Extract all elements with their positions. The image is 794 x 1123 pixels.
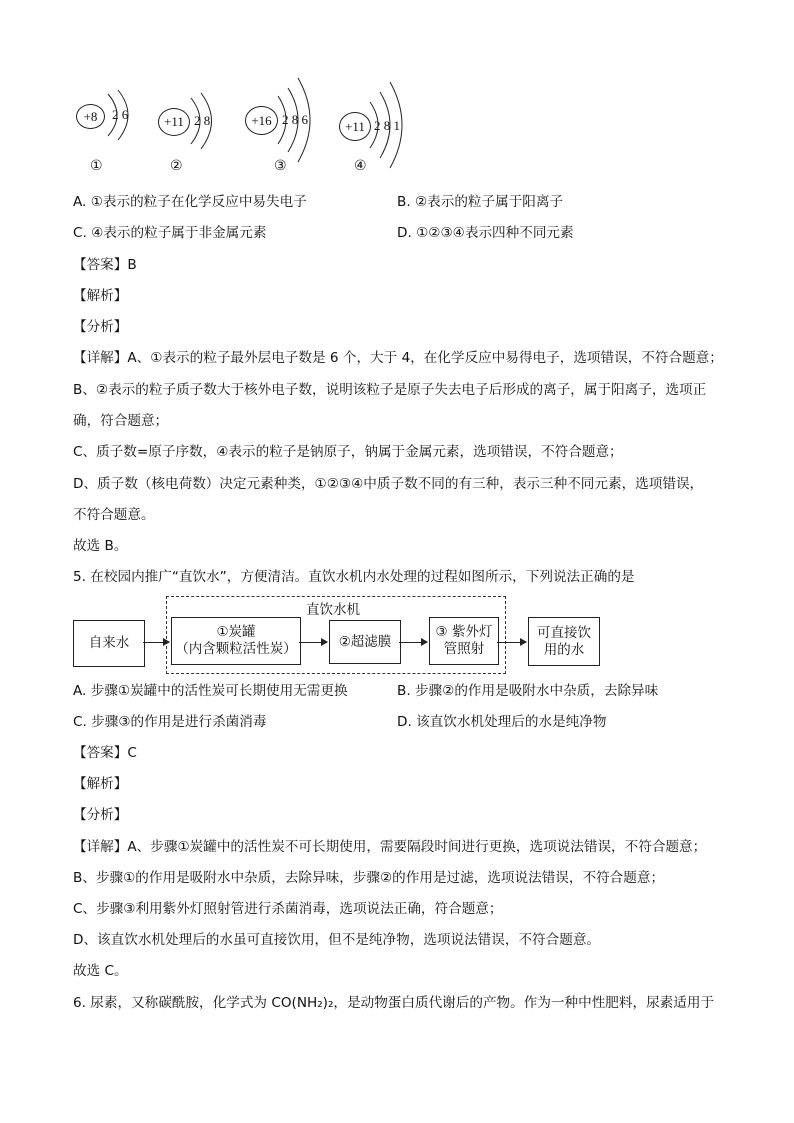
q5-option-c: C. 步骤③的作用是进行杀菌消毒 [73,714,267,730]
uv-lamp-box [429,617,499,665]
electron-shells-1: 2 6 [112,107,129,122]
uv-lamp-sublabel: 管照射 [443,641,485,657]
atom-label-2: ② [170,158,183,174]
electron-shells-4: 2 8 1 [374,118,400,133]
atom-diagram-4 [338,78,418,174]
q4-option-a: A. ①表示的粒子在化学反应中易失电子 [73,194,307,210]
electron-shell-arcs-4 [338,78,418,170]
q4-option-b: B. ②表示的粒子属于阳离子 [397,194,564,210]
q4-answer: 【答案】B [73,257,137,273]
atom-diagram-3 [244,74,324,174]
q5-detail-line: B、步骤①的作用是吸附水中杂质，去除异味，步骤②的作用是过滤，选项说法错误，不符合题意； [73,870,665,886]
atom-label-4: ④ [354,158,367,174]
nucleus-1: +8 [76,104,105,129]
q5-option-a: A. 步骤①炭罐中的活性炭可长期使用无需更换 [73,683,348,699]
machine-label: 直饮水机 [306,598,360,618]
ultrafiltration-box [329,620,401,664]
flow-arrow-3 [399,642,427,643]
electron-shells-2: 2 8 [194,113,211,128]
ultrafiltration-label: ②超滤膜 [338,633,392,650]
flow-arrow-2 [299,642,327,643]
q5-stem: 5. 在校园内推广“直饮水”，方便清洁。直饮水机内水处理的过程如图所示，下列说法正确的是 [73,569,635,585]
flow-arrow-1 [143,642,169,643]
uv-lamp-label: ③ 紫外灯 [435,624,493,640]
carbon-tank-label: ①炭罐 [216,624,256,640]
drinkable-water-sublabel: 用的水 [543,641,585,658]
q5-option-d: D. 该直饮水机处理后的水是纯净物 [397,714,607,730]
q4-detail-line: 不符合题意。 [73,507,155,523]
nucleus-4: +11 [339,112,371,141]
q5-fenxi-heading: 【分析】 [73,807,128,823]
q5-option-b: B. 步骤②的作用是吸附水中杂质，去除异味 [397,683,659,699]
carbon-tank-box [171,617,301,665]
electron-shell-arcs-1 [74,88,144,148]
q5-detail-line: C、步骤③利用紫外灯照射管进行杀菌消毒，选项说法正确，符合题意； [73,901,503,917]
atom-diagram-2 [156,90,226,174]
q4-detail-line: 确，符合题意； [73,413,169,429]
drinkable-water-label: 可直接饮 [537,624,591,641]
q5-analysis-heading: 【解析】 [73,776,128,792]
q5-conclusion: 故选 C。 [73,963,128,979]
atom-label-3: ③ [274,158,287,174]
electron-shell-arcs-2 [156,90,226,154]
q5-detail-line: D、该直饮水机处理后的水虽可直接饮用，但不是纯净物，选项说法错误，不符合题意。 [73,932,601,948]
nucleus-3: +16 [245,106,278,135]
q4-detail-line: 【详解】A、①表示的粒子最外层电子数是 6 个，大于 4，在化学反应中易得电子，选项错误，不符合题意； [73,350,723,366]
q4-conclusion: 故选 B。 [73,538,128,554]
q4-fenxi-heading: 【分析】 [73,319,128,335]
flow-arrow-4 [497,642,526,643]
q4-option-c: C. ④表示的粒子属于非金属元素 [73,225,267,241]
q4-detail-line: B、②表示的粒子质子数大于核外电子数，说明该粒子是原子失去电子后形成的离子，属于阳离子，选项正 [73,382,707,398]
q5-answer: 【答案】C [73,745,137,761]
q5-detail-line: 【详解】A、步骤①炭罐中的活性炭不可长期使用，需要隔段时间进行更换，选项说法错误，不符合题意； [73,839,707,855]
q4-option-d: D. ①②③④表示四种不同元素 [397,225,574,241]
drinkable-water-box [528,617,600,666]
q4-detail-line: C、质子数=原子序数，④表示的粒子是钠原子，钠属于金属元素，选项错误，不符合题意； [73,444,623,460]
nucleus-2: +11 [158,108,190,136]
atom-label-1: ① [90,158,103,174]
q6-stem: 6. 尿素，又称碳酰胺，化学式为 CO(NH₂)₂，是动物蛋白质代谢后的产物。作为一种中性肥料，尿素适用于 [73,995,715,1011]
tap-water-label: 自来水 [88,635,130,651]
carbon-tank-sublabel: （内含颗粒活性炭） [175,641,297,657]
electron-shell-arcs-3 [244,74,324,166]
atom-diagram-1 [74,88,144,174]
electron-shells-3: 2 8 6 [282,112,308,127]
q4-detail-line: D、质子数（核电荷数）决定元素种类，①②③④中质子数不同的有三种，表示三种不同元素，选项错误， [73,476,704,492]
tap-water-box [73,620,145,667]
q4-analysis-heading: 【解析】 [73,288,128,304]
